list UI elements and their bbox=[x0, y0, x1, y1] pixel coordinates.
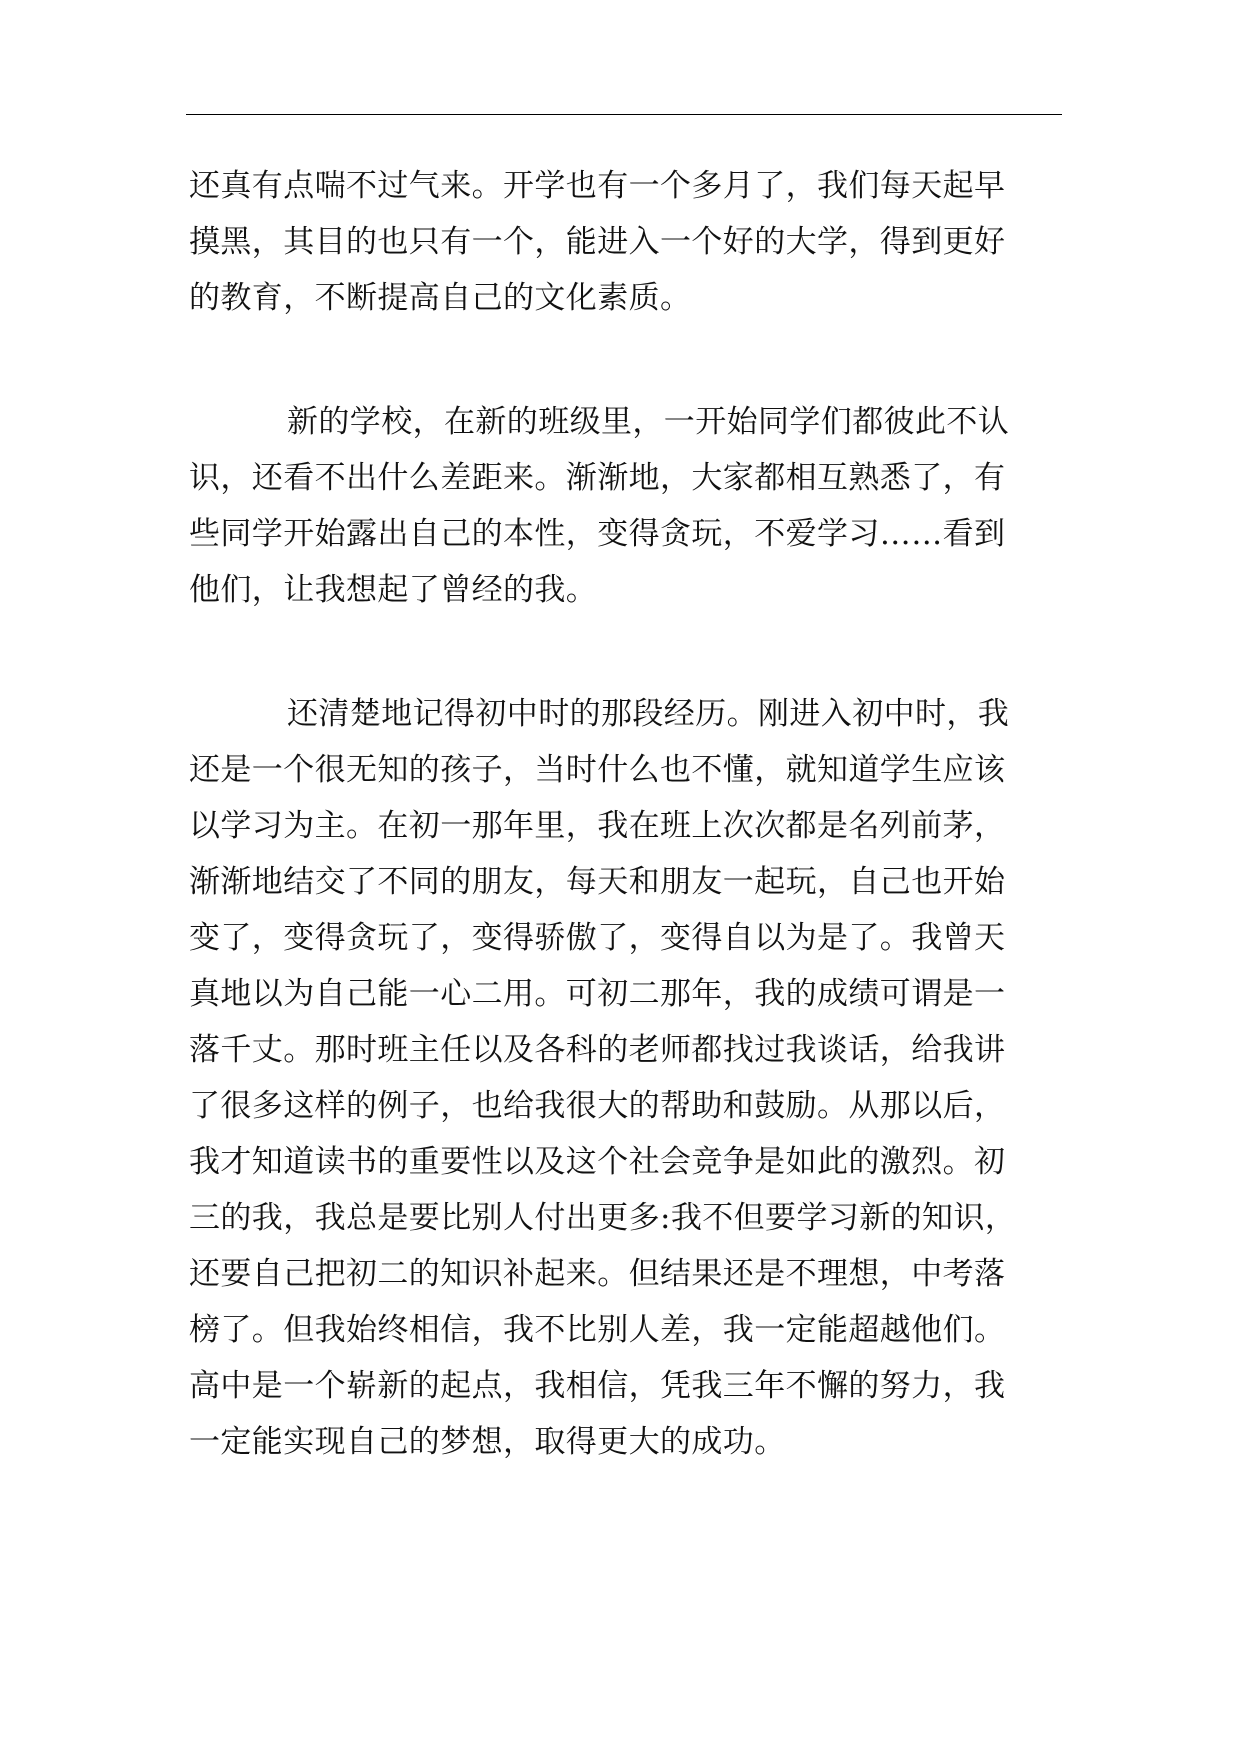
text-line: 以学习为主。在初一那年里，我在班上次次都是名列前茅， bbox=[189, 808, 1006, 844]
text-line: 还要自己把初二的知识补起来。但结果还是不理想，中考落 bbox=[189, 1256, 1006, 1292]
paragraph-spacer bbox=[189, 326, 1061, 394]
header-rule bbox=[186, 114, 1062, 115]
paragraph-3 bbox=[189, 686, 1061, 1470]
paragraph-spacer bbox=[189, 618, 1061, 686]
paragraph-1 bbox=[189, 158, 1061, 326]
text-line: 的教育，不断提高自己的文化素质。 bbox=[189, 280, 692, 316]
text-line: 榜了。但我始终相信，我不比别人差，我一定能超越他们。 bbox=[189, 1312, 1006, 1348]
text-line: 一定能实现自己的梦想，取得更大的成功。 bbox=[189, 1424, 786, 1460]
paragraph-2 bbox=[189, 394, 1061, 618]
text-line: 他们，让我想起了曾经的我。 bbox=[189, 572, 598, 608]
document-body bbox=[189, 158, 1061, 1470]
text-line: 还真有点喘不过气来。开学也有一个多月了，我们每天起早 bbox=[189, 168, 1006, 204]
text-line: 新的学校，在新的班级里，一开始同学们都彼此不认 bbox=[287, 404, 1010, 440]
text-line: 高中是一个崭新的起点，我相信，凭我三年不懈的努力，我 bbox=[189, 1368, 1006, 1404]
text-line: 了很多这样的例子，也给我很大的帮助和鼓励。从那以后， bbox=[189, 1088, 1006, 1124]
text-line: 些同学开始露出自己的本性，变得贪玩，不爱学习……看到 bbox=[189, 516, 1006, 552]
text-line: 真地以为自己能一心二用。可初二那年，我的成绩可谓是一 bbox=[189, 976, 1006, 1012]
text-line: 三的我，我总是要比别人付出更多:我不但要学习新的知识， bbox=[189, 1200, 1017, 1236]
text-line: 摸黑，其目的也只有一个，能进入一个好的大学，得到更好 bbox=[189, 224, 1006, 260]
text-line: 还清楚地记得初中时的那段经历。刚进入初中时，我 bbox=[287, 696, 1010, 732]
text-line: 落千丈。那时班主任以及各科的老师都找过我谈话，给我讲 bbox=[189, 1032, 1006, 1068]
text-line: 变了，变得贪玩了，变得骄傲了，变得自以为是了。我曾天 bbox=[189, 920, 1006, 956]
text-line: 识，还看不出什么差距来。渐渐地，大家都相互熟悉了，有 bbox=[189, 460, 1006, 496]
text-line: 我才知道读书的重要性以及这个社会竞争是如此的激烈。初 bbox=[189, 1144, 1006, 1180]
text-line: 还是一个很无知的孩子，当时什么也不懂，就知道学生应该 bbox=[189, 752, 1006, 788]
text-line: 渐渐地结交了不同的朋友，每天和朋友一起玩，自己也开始 bbox=[189, 864, 1006, 900]
